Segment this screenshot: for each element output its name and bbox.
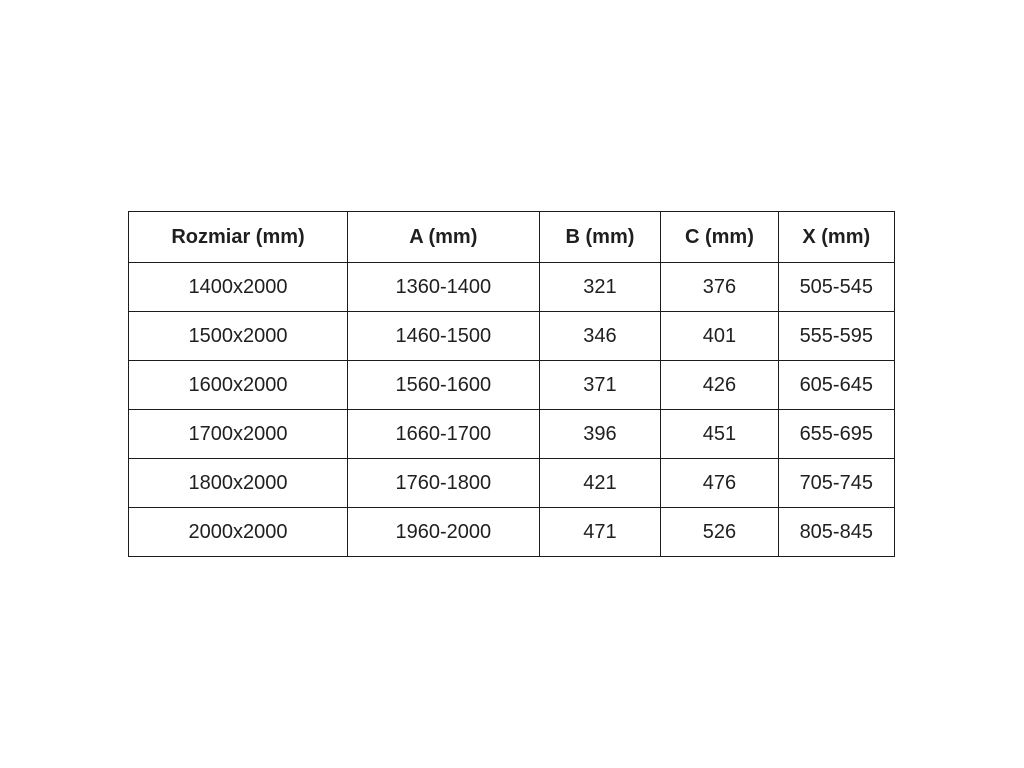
table-cell: 705-745 bbox=[778, 459, 894, 508]
table-cell: 505-545 bbox=[778, 263, 894, 312]
table-row bbox=[129, 410, 895, 459]
table-body bbox=[129, 263, 895, 557]
table-row bbox=[129, 361, 895, 410]
size-spec-table bbox=[128, 211, 895, 557]
table-cell: 605-645 bbox=[778, 361, 894, 410]
table-cell: 476 bbox=[661, 459, 778, 508]
table-cell: 1360-1400 bbox=[348, 263, 540, 312]
table-cell: 426 bbox=[661, 361, 778, 410]
table-cell: 526 bbox=[661, 508, 778, 557]
table-cell: 1700x2000 bbox=[129, 410, 348, 459]
header-x: X (mm) bbox=[778, 212, 894, 263]
table-cell: 396 bbox=[539, 410, 661, 459]
table-cell: 1660-1700 bbox=[348, 410, 540, 459]
table-cell: 1600x2000 bbox=[129, 361, 348, 410]
table-row bbox=[129, 508, 895, 557]
table-header-row bbox=[129, 212, 895, 263]
table-cell: 471 bbox=[539, 508, 661, 557]
table-cell: 555-595 bbox=[778, 312, 894, 361]
table-cell: 1760-1800 bbox=[348, 459, 540, 508]
table-cell: 451 bbox=[661, 410, 778, 459]
table-row bbox=[129, 459, 895, 508]
table-cell: 655-695 bbox=[778, 410, 894, 459]
header-c: C (mm) bbox=[661, 212, 778, 263]
header-rozmiar: Rozmiar (mm) bbox=[129, 212, 348, 263]
header-a: A (mm) bbox=[348, 212, 540, 263]
table-cell: 1400x2000 bbox=[129, 263, 348, 312]
table-row bbox=[129, 263, 895, 312]
table-cell: 1560-1600 bbox=[348, 361, 540, 410]
table-cell: 376 bbox=[661, 263, 778, 312]
table-cell: 1960-2000 bbox=[348, 508, 540, 557]
table-cell: 1800x2000 bbox=[129, 459, 348, 508]
table-cell: 2000x2000 bbox=[129, 508, 348, 557]
table-cell: 1460-1500 bbox=[348, 312, 540, 361]
table-cell: 371 bbox=[539, 361, 661, 410]
header-b: B (mm) bbox=[539, 212, 661, 263]
table-cell: 421 bbox=[539, 459, 661, 508]
table-cell: 346 bbox=[539, 312, 661, 361]
table-cell: 805-845 bbox=[778, 508, 894, 557]
table-row bbox=[129, 312, 895, 361]
table-cell: 321 bbox=[539, 263, 661, 312]
table-cell: 1500x2000 bbox=[129, 312, 348, 361]
table-cell: 401 bbox=[661, 312, 778, 361]
